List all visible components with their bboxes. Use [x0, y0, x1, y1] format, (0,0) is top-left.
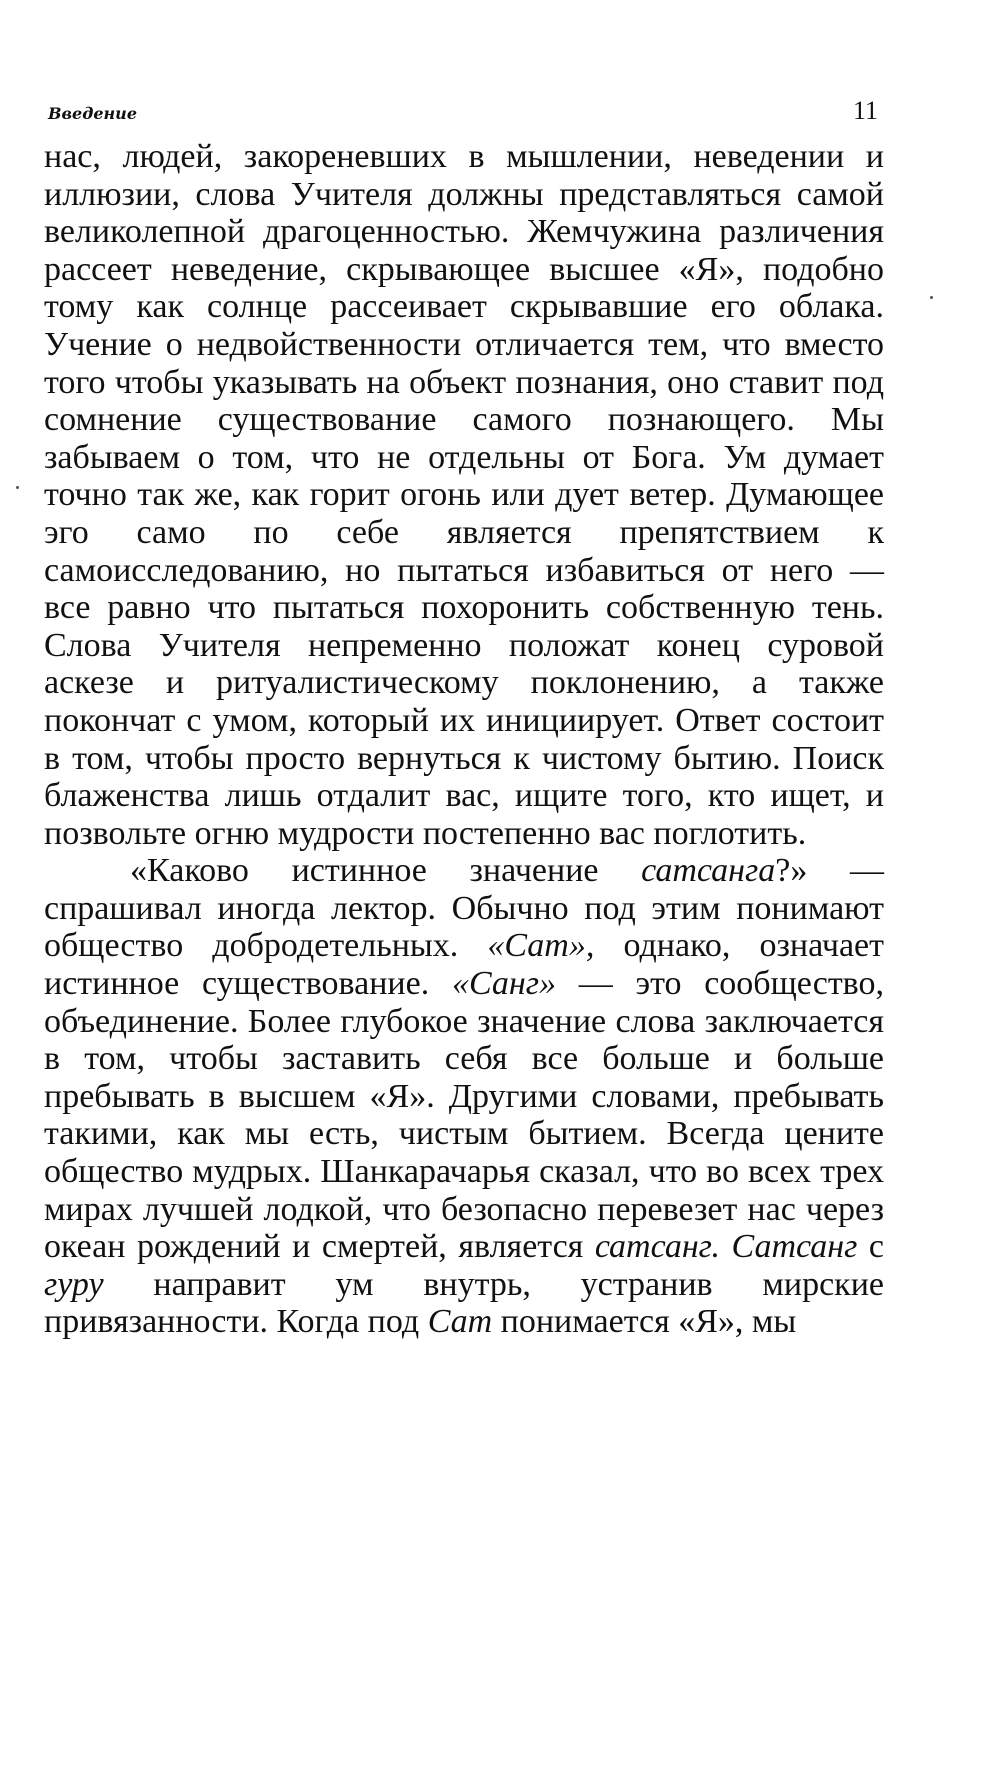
paragraph — [44, 138, 884, 852]
text-segment: однако, означает истинное существование. — [44, 927, 884, 1003]
running-header — [48, 96, 878, 136]
text-segment: ?» — спрашивал иногда лектор. Обычно под этим понимают общество добродетельных. — [44, 852, 885, 965]
body-text — [44, 138, 884, 1341]
italic-term: «Сат», — [487, 927, 595, 965]
scan-speck — [16, 486, 19, 489]
italic-term: сатсанг. Сатсанг — [594, 1228, 858, 1266]
text-segment: — это сообщество, объединение. Более глубокое значение слова заключается в том, чтобы заставить себя все больше и больше пребывать в высшем «Я». Другими словами, пребывать такими, как мы есть, чистым бытием. Всегда цените общество мудрых. Шанкарачарья сказал, что во всех трех мирах лучшей лодкой, что безопасно перевезет нас через океан рождений и смертей, является — [44, 965, 884, 1266]
text-segment: понимается «Я», мы — [492, 1303, 797, 1341]
paragraph — [44, 852, 884, 1341]
text-segment: «Каково истинное значение — [130, 852, 642, 890]
text-segment: с — [857, 1228, 884, 1266]
text-segment: направит ум внутрь, устранив мирские привязанности. Когда под — [44, 1265, 884, 1341]
section-title: Введение — [48, 104, 137, 123]
italic-term: сатсанга — [641, 852, 776, 890]
italic-term: «Санг» — [451, 965, 556, 1003]
page-number: 11 — [852, 96, 878, 125]
text-segment: нас, людей, закореневших в мышлении, неведении и иллюзии, слова Учителя должны представляться самой великолепной драгоценностью. Жемчужина различения рассеет неведение, скрывающее высшее «Я», подобно тому как солнце рассеивает скрывавшие его облака. Учение о недвойственности отличается тем, что вместо того чтобы указывать на объект познания, оно ставит под сомнение существование самого познающего. Мы забываем о том, что не отдельны от Бога. Ум думает точно так же, как горит огонь или дует ветер. Думающее эго само по себе является препятствием к самоисследованию, но пытаться избавиться от него — все равно что пытаться похоронить собственную тень. Слова Учителя непременно положат конец суровой аскезе и ритуалистическому поклонению, а также покончат с умом, который их инициирует. Ответ состоит в том, чтобы просто вернуться к чистому бытию. Поиск блаженства лишь отдалит вас, ищите того, кто ищет, и позвольте огню мудрости постепенно вас поглотить. — [44, 138, 884, 852]
scan-speck — [930, 296, 933, 299]
italic-term: Сат — [427, 1303, 493, 1341]
italic-term: гуру — [44, 1265, 104, 1303]
